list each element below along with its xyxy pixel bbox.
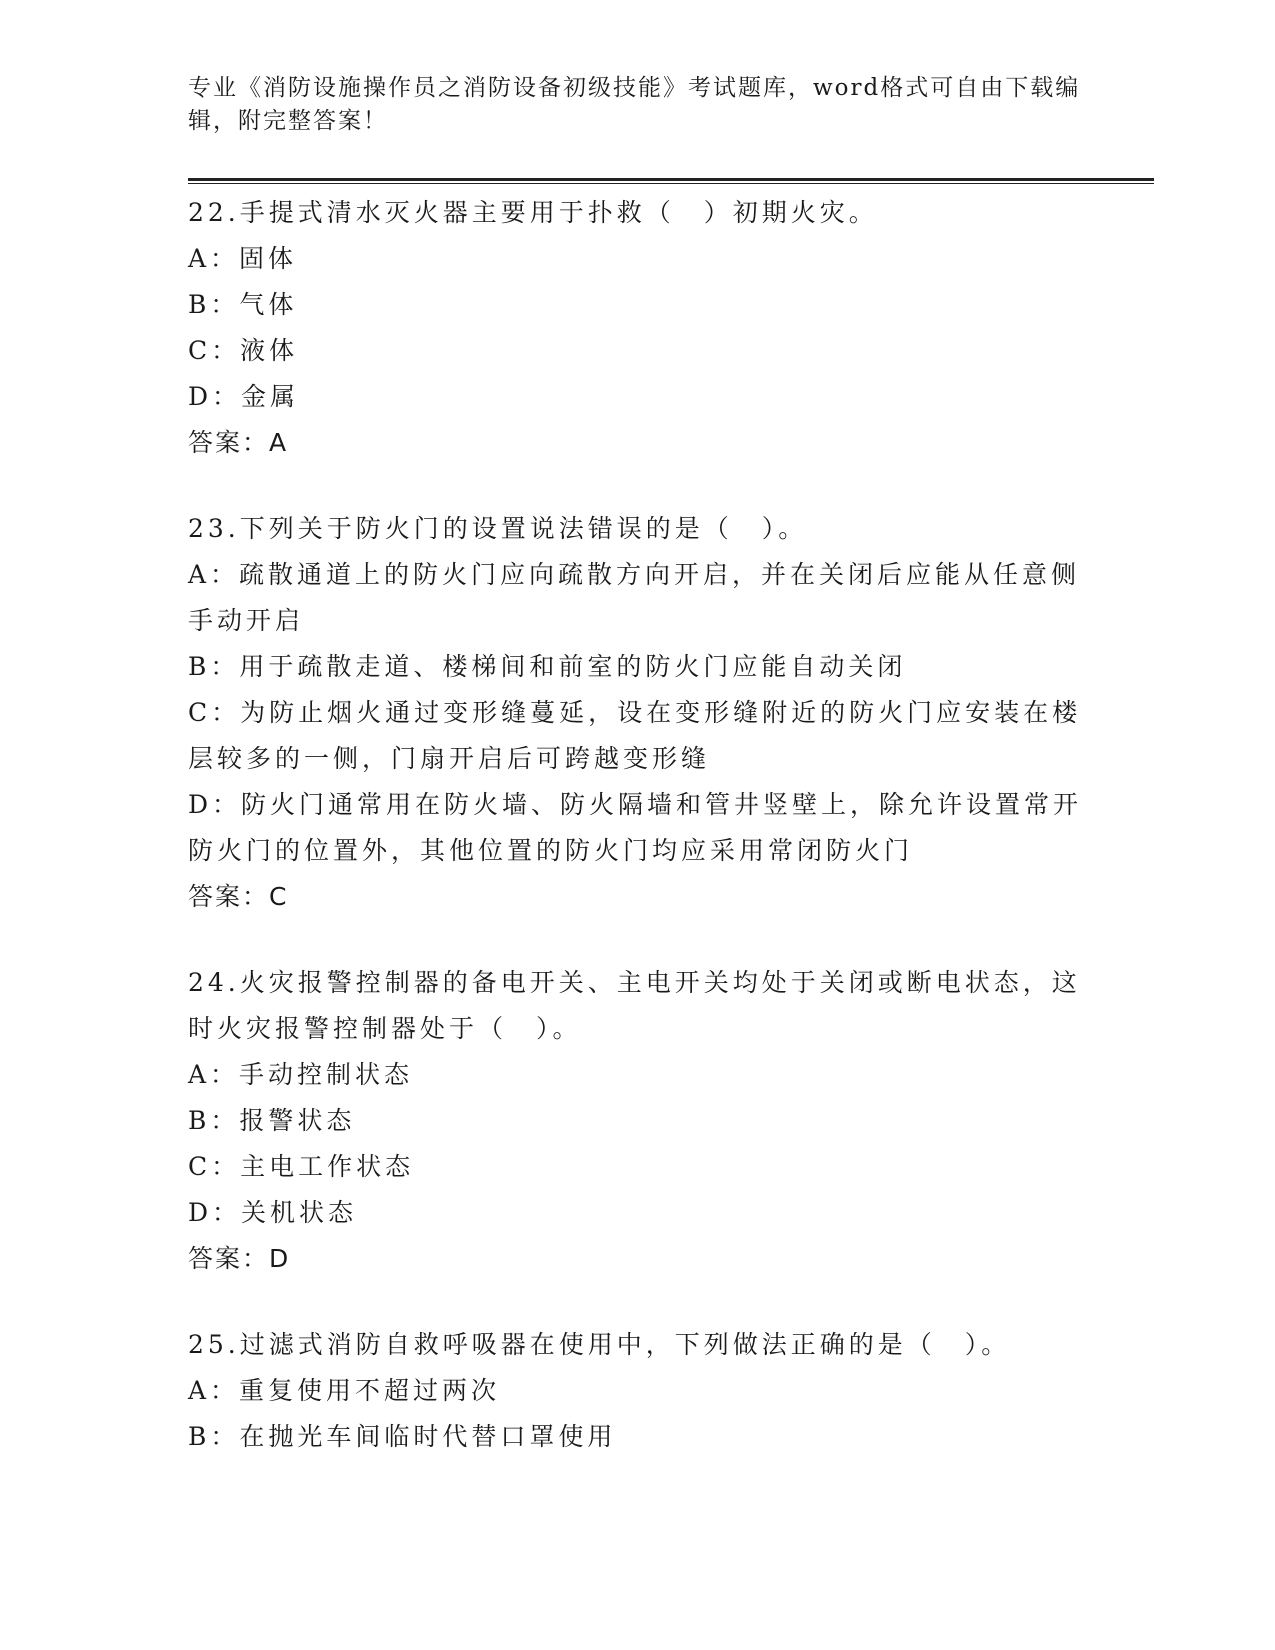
answer-option: A：固体: [188, 244, 298, 273]
answer-option: C：为防止烟火通过变形缝蔓延，设在变形缝附近的防火门应安装在楼: [188, 698, 1082, 727]
question-block: [188, 960, 1088, 1282]
header-line-2: 辑，附完整答案！: [188, 108, 388, 134]
document-header: [188, 72, 1088, 138]
question-stem: 时火灾报警控制器处于（ ）。: [188, 1014, 582, 1043]
answer-option: B：用于疏散走道、楼梯间和前室的防火门应能自动关闭: [188, 652, 907, 681]
answer-option: B：在抛光车间临时代替口罩使用: [188, 1422, 617, 1451]
answer-option: A：手动控制状态: [188, 1060, 414, 1089]
header-divider-thick: [188, 178, 1154, 181]
answer-option: 防火门的位置外，其他位置的防火门均应采用常闭防火门: [188, 836, 914, 865]
answer-option: B：气体: [188, 290, 298, 319]
answer-option: 层较多的一侧，门扇开启后可跨越变形缝: [188, 744, 711, 773]
header-divider-thin: [188, 183, 1154, 184]
question-stem: 24.火灾报警控制器的备电开关、主电开关均处于关闭或断电状态，这: [188, 968, 1081, 997]
answer-option: D：防火门通常用在防火墙、防火隔墙和管井竖壁上，除允许设置常开: [188, 790, 1083, 819]
answer-option: A：疏散通道上的防火门应向疏散方向开启，并在关闭后应能从任意侧: [188, 560, 1081, 589]
answer-option: D：金属: [188, 382, 300, 411]
question-stem: 22.手提式清水灭火器主要用于扑救（ ）初期火灾。: [188, 198, 878, 227]
header-line-1: 专业《消防设施操作员之消防设备初级技能》考试题库，word格式可自由下载编: [188, 75, 1081, 101]
answer-option: C：主电工作状态: [188, 1152, 415, 1181]
answer-key: 答案：A: [188, 428, 289, 457]
answer-option: D：关机状态: [188, 1198, 358, 1227]
answer-option: C：液体: [188, 336, 299, 365]
question-block: [188, 190, 1088, 466]
answer-key: 答案：C: [188, 882, 289, 911]
question-stem: 25.过滤式消防自救呼吸器在使用中，下列做法正确的是（ ）。: [188, 1330, 1011, 1359]
answer-option: A：重复使用不超过两次: [188, 1376, 501, 1405]
question-list: [188, 190, 1088, 1500]
answer-key: 答案：D: [188, 1244, 291, 1273]
question-stem: 23.下列关于防火门的设置说法错误的是（ ）。: [188, 514, 808, 543]
answer-option: 手动开启: [188, 606, 305, 635]
question-block: [188, 1322, 1088, 1460]
question-block: [188, 506, 1088, 920]
answer-option: B：报警状态: [188, 1106, 356, 1135]
